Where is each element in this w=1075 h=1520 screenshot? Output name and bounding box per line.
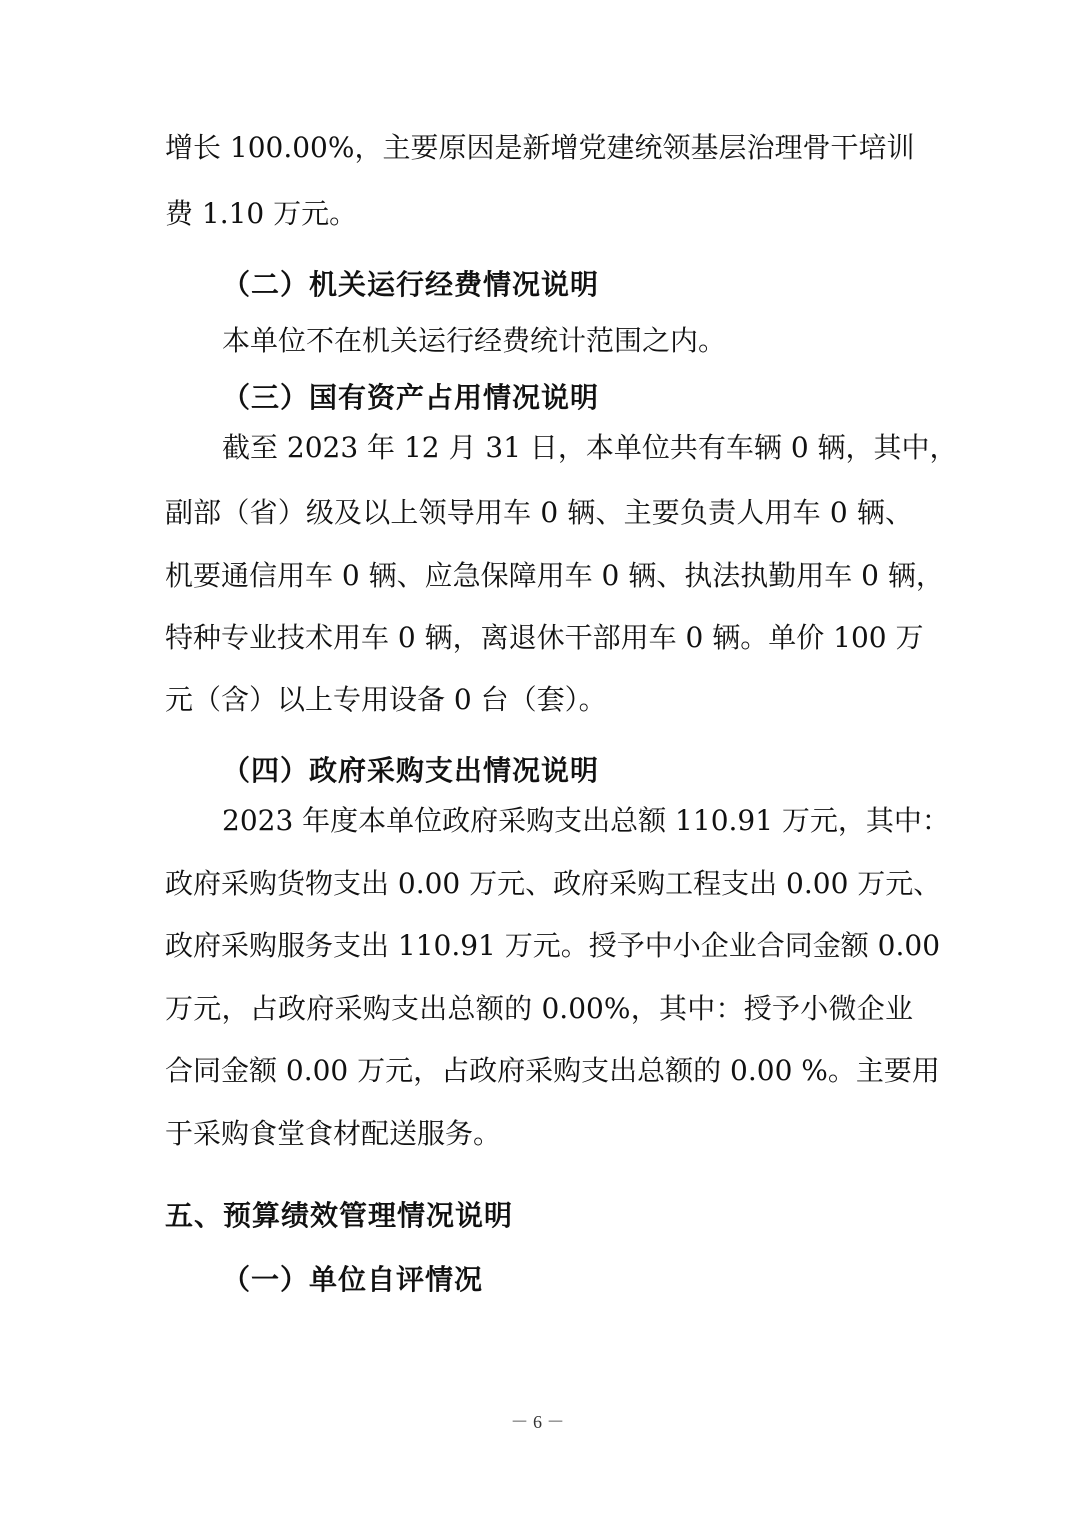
- paragraph-line: 合同金额 0.00 万元，占政府采购支出总额的 0.00 %。主要用: [165, 1054, 940, 1087]
- paragraph-line: 截至 2023 年 12 月 31 日，本单位共有车辆 0 辆，其中，: [222, 431, 958, 464]
- paragraph-line: 政府采购服务支出 110.91 万元。授予中小企业合同金额 0.00: [165, 929, 941, 962]
- paragraph-line: 2023 年度本单位政府采购支出总额 110.91 万元，其中：: [222, 804, 950, 837]
- paragraph-line: 特种专业技术用车 0 辆，离退休干部用车 0 辆。单价 100 万: [165, 621, 924, 654]
- paragraph-line: 于采购食堂食材配送服务。: [165, 1117, 502, 1150]
- paragraph-line: 本单位不在机关运行经费统计范围之内。: [222, 324, 727, 357]
- paragraph-line: 费 1.10 万元。: [165, 197, 358, 230]
- paragraph-line: 万元，占政府采购支出总额的 0.00%，其中：授予小微企业: [165, 992, 913, 1025]
- paragraph-line: 增长 100.00%，主要原因是新增党建统领基层治理骨干培训: [165, 131, 915, 164]
- paragraph-line: 政府采购货物支出 0.00 万元、政府采购工程支出 0.00 万元、: [165, 867, 942, 900]
- section-heading: 五、预算绩效管理情况说明: [165, 1199, 514, 1232]
- subsection-heading: （四）政府采购支出情况说明: [222, 754, 600, 787]
- paragraph-line: 元（含）以上专用设备 0 台（套）。: [165, 683, 607, 716]
- subsection-heading: （一）单位自评情况: [222, 1263, 484, 1296]
- subsection-heading: （二）机关运行经费情况说明: [222, 268, 600, 301]
- paragraph-line: 副部（省）级及以上领导用车 0 辆、主要负责人用车 0 辆、: [165, 496, 913, 529]
- page-number: － 6 －: [510, 1412, 565, 1432]
- subsection-heading: （三）国有资产占用情况说明: [222, 381, 600, 414]
- paragraph-line: 机要通信用车 0 辆、应急保障用车 0 辆、执法执勤用车 0 辆，: [165, 559, 944, 592]
